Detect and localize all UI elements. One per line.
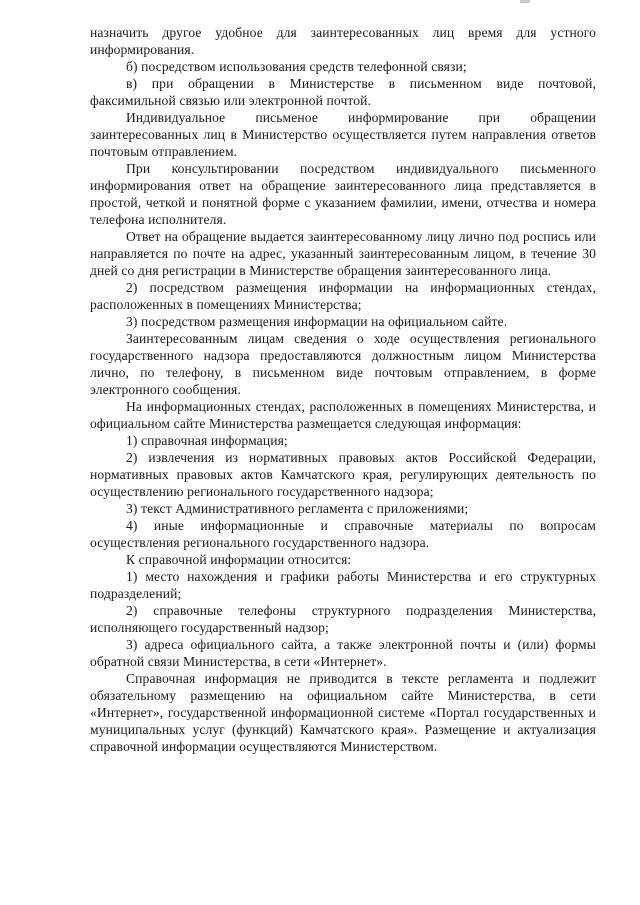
list-item-b: б) посредством использования средств телефонной связи; xyxy=(126,59,467,74)
document-page xyxy=(90,24,596,755)
list-item-location: 1) место нахождения и графики работы Министерства и его структурных подразделений; xyxy=(90,569,596,601)
list-item-addresses: 3) адреса официального сайта, а также электронной почты и (или) формы обратной связи Министерства, в сети «Интернет». xyxy=(90,637,596,669)
paragraph-written-informing: Индивидуальное письменое информирование при обращении заинтересованных лиц в Министерство осуществляется путем направления ответов почтовым отправлением. xyxy=(90,110,596,159)
list-item-reference-info: 1) справочная информация; xyxy=(126,433,288,448)
list-item-3-website: 3) посредством размещения информации на официальном сайте. xyxy=(126,314,508,329)
paragraph-answer: Ответ на обращение выдается заинтересованному лицу лично под роспись или направляется по почте на адрес, указанный заинтересованным лицом, в течение 30 дней со дня регистрации в Министерстве обращения заинтересованного лица. xyxy=(90,229,596,278)
list-item-phones: 2) справочные телефоны структурного подразделения Министерства, исполняющего государственный надзор; xyxy=(90,603,596,635)
paragraph-stands-info: На информационных стендах, расположенных в помещениях Министерства, и официальном сайте Министерства размещается следующая информация: xyxy=(90,399,596,431)
paragraph-continuation: назначить другое удобное для заинтересованных лиц время для устного информирования. xyxy=(90,25,596,57)
paragraph-reference-heading: К справочной информации относится: xyxy=(126,552,352,567)
list-item-regulations: 2) извлечения из нормативных правовых актов Российской Федерации, нормативных правовых актов Камчатского края, регулирующих деятельность по осуществлению регионального государственного надзора; xyxy=(90,450,596,499)
paragraph-reference-placement: Справочная информация не приводится в тексте регламента и подлежит обязательному размещению на официальном сайте Министерства, в сети «Интернет», государственной информационной системе «Портал государственных и муниципальных услуг (функций) Камчатского края». Размещение и актуализация справочной информации осуществляются Министерством. xyxy=(90,671,596,754)
list-item-2-stands: 2) посредством размещения информации на информационных стендах, расположенных в помещениях Министерства; xyxy=(90,280,596,312)
paragraph-consulting: При консультировании посредством индивидуального письменного информирования ответ на обращение заинтересованного лица представляется в простой, четкой и понятной форме с указанием фамилии, имени, отчества и номера телефона исполнителя. xyxy=(90,161,596,227)
scan-artifact xyxy=(520,0,530,3)
paragraph-supervision-info: Заинтересованным лицам сведения о ходе осуществления регионального государственного надзора предоставляются должностным лицом Министерства лично, по телефону, в письменном виде почтовым отправлением, в форме электронного сообщения. xyxy=(90,331,596,397)
list-item-other-materials: 4) иные информационные и справочные материалы по вопросам осуществления регионального государственного надзора. xyxy=(90,518,596,550)
list-item-reglament-text: 3) текст Административного регламента с приложениями; xyxy=(126,501,469,516)
list-item-v: в) при обращении в Министерстве в письменном виде почтовой, факсимильной связью или электронной почтой. xyxy=(90,76,596,108)
